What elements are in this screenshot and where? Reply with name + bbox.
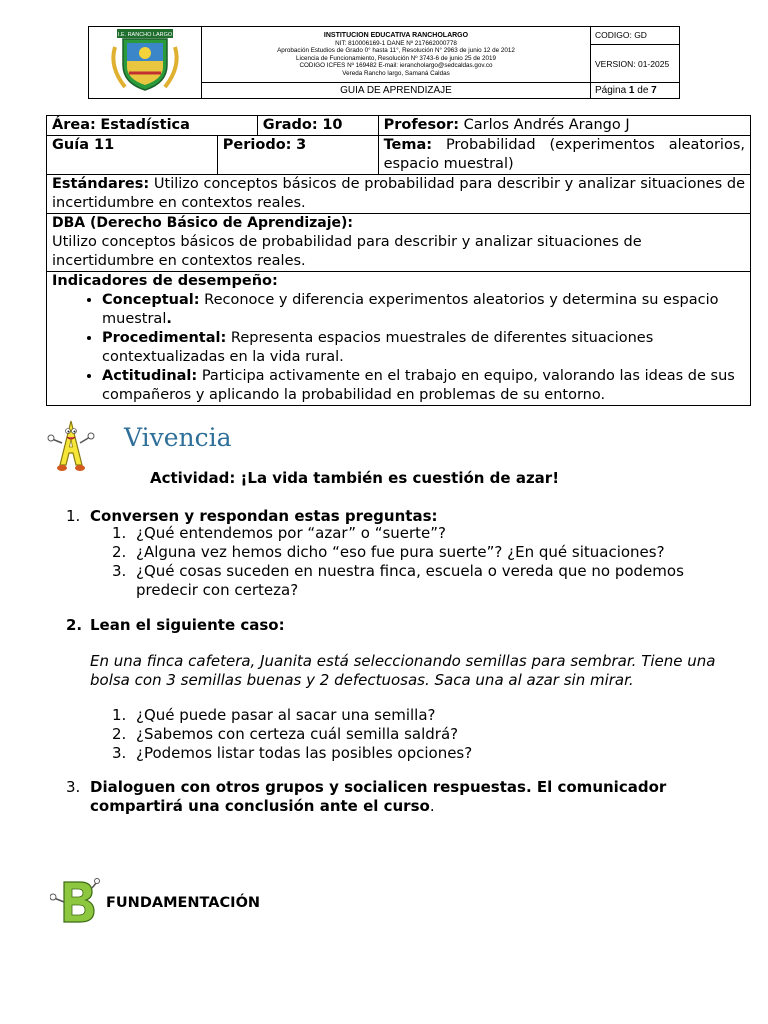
tema-cell: Tema: Probabilidad (experimentos aleatorios, espacio muestral) [378,136,750,175]
section-2-questions [112,706,712,763]
institution-name: INSTITUCION EDUCATIVA RANCHOLARGO [323,32,469,40]
list-item: 2. ¿Alguna vez hemos dicho “eso fue pura suerte”? ¿En qué situaciones? [112,543,665,561]
logo-ribbon-text: I.E. RANCHO LARGO [117,32,173,38]
nit-line: NIT: 810006169-1 DANE Nº 217662000778 [335,39,457,47]
case-text: En una finca cafetera, Juanita está seleccionando semillas para sembrar. Tiene una bolsa con 3 semillas buenas y 2 defectuosas. Saca una al azar sin mirar. [90,652,716,689]
estandares-cell: Estándares: Utilizo conceptos básicos de probabilidad para describir y analizar situaciones de incertidumbre en contextos reales. [47,175,751,214]
list-item: 3. ¿Podemos listar todas las posibles opciones? [112,744,473,762]
section-1-heading: 1. Conversen y respondan estas preguntas: [66,507,438,525]
page-indicator: Página 1 de 7 [591,83,680,99]
grado-cell: Grado: 10 [257,116,378,136]
school-logo-cell [89,27,202,99]
document-title: GUIA DE APRENDIZAJE [202,83,591,99]
list-item: 1. ¿Qué entendemos por “azar” o “suerte”? [112,524,447,542]
area-cell: Área: Estadística [47,116,258,136]
code-cell: CODIGO: GD [591,27,680,45]
list-item: • Procedimental: Representa espacios muestrales de diferentes situaciones contextualizadas en la vida rural. [102,329,745,367]
section-2-heading: 2. Lean el siguiente caso: [66,616,285,634]
periodo-cell: Periodo: 3 [217,136,378,175]
guia-cell: Guía 11 [47,136,218,175]
fundamentacion-heading: FUNDAMENTACIÓN [106,895,261,911]
institution-header [88,26,680,99]
section-1-questions [112,524,712,600]
vivencia-heading: Vivencia [124,423,232,452]
address-line: Vereda Rancho largo, Samaná Caldas [342,69,450,77]
actividad-title: Actividad: ¡La vida también es cuestión de azar! [150,469,560,487]
version-cell: VERSION: 01-2025 [591,44,680,83]
section-3-heading: 3. Dialoguen con otros grupos y socialicen respuestas. El comunicador compartirá una conclusión ante el curso. [66,778,667,815]
indicadores-list [52,291,745,405]
list-item: 3. ¿Qué cosas suceden en nuestra finca, escuela o vereda que no podemos predecir con certeza? [112,562,684,599]
profesor-cell: Profesor: Carlos Andrés Arango J [378,116,750,136]
approval-line: Aprobación Estudios de Grado 0° hasta 11°, Resolución N° 2963 de junio 12 de 2012 [277,47,515,55]
letter-a-mascot-icon [46,415,96,473]
list-item: • Conceptual: Reconoce y diferencia experimentos aleatorios y determina su espacio muestral. [102,291,745,329]
dba-cell: DBA (Derecho Básico de Aprendizaje): Utilizo conceptos básicos de probabilidad para describir y analizar situaciones de incertidumbre en contextos reales. [47,214,751,272]
list-item: 2. ¿Sabemos con certeza cuál semilla saldrá? [112,725,459,743]
school-crest-icon [105,27,185,93]
guide-info-table [46,115,751,406]
letter-b-mascot-icon [50,878,100,926]
indicadores-cell: Indicadores de desempeño: • Conceptual: Reconoce y diferencia experimentos aleatorios y determina su espacio muestral. • Procedimental: Representa espacios muestrales de diferentes situaciones contextualizadas en la vida rural. • Actitudinal: Participa activamente en el trabajo en equipo, valorando las ideas de sus compañeros y aplicando la probabilidad en problemas de su entorno. [47,272,751,406]
list-item: • Actitudinal: Participa activamente en el trabajo en equipo, valorando las ideas de sus compañeros y aplicando la probabilidad en problemas de su entorno. [102,367,745,405]
institution-info [202,27,591,83]
icfes-line: CODIGO ICFES Nº 169482 E-mail: ierancholargo@sedcaldas.gov.co [299,62,493,70]
list-item: 1. ¿Qué puede pasar al sacar una semilla? [112,706,436,724]
license-line: Licencia de Funcionamiento, Resolución Nº 3743-6 de junio 25 de 2019 [295,54,497,62]
